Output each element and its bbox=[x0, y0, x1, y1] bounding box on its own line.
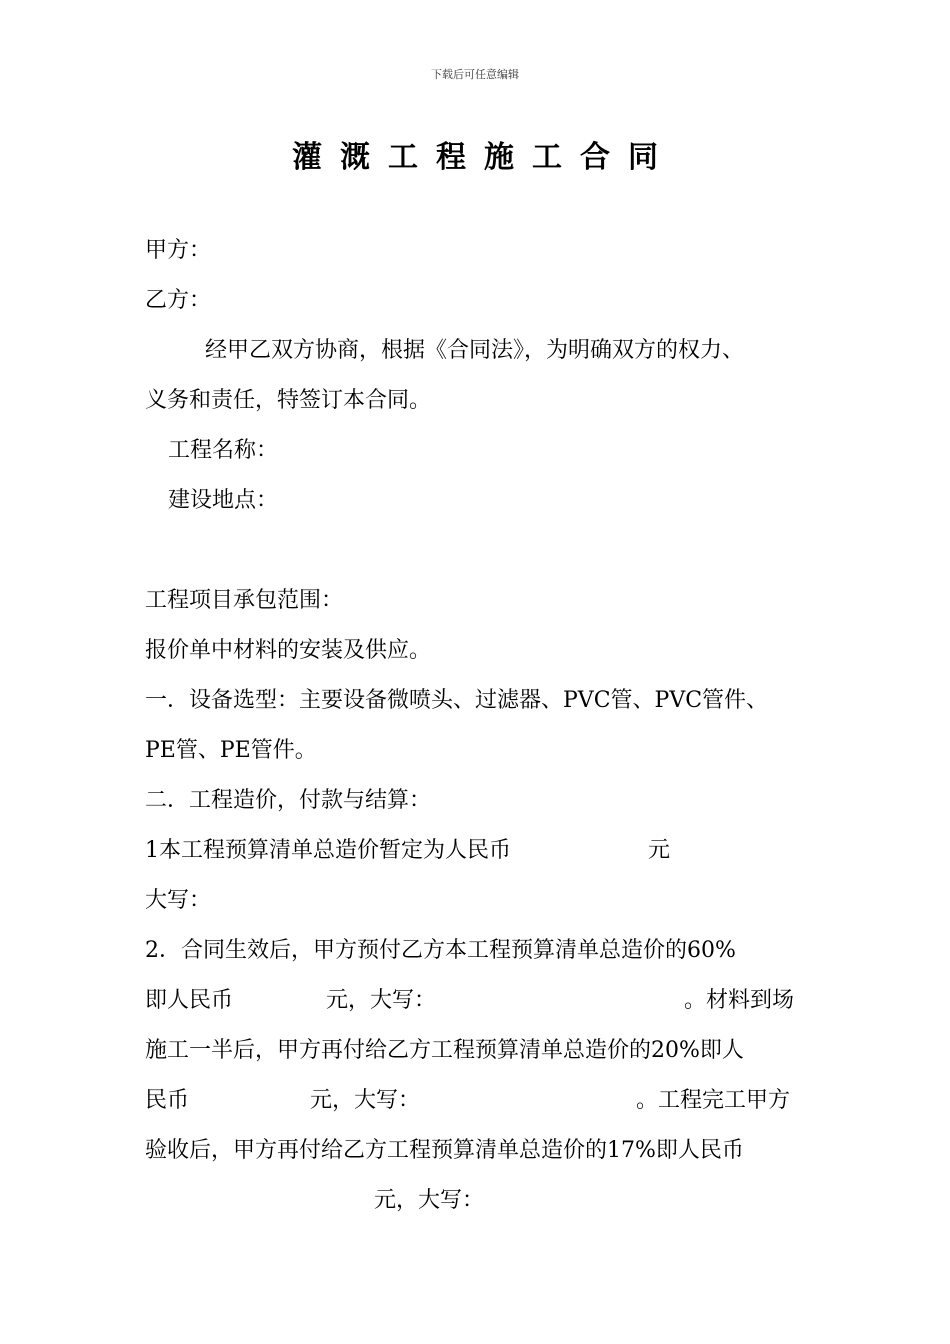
contract-title: 灌溉工程施工合同 bbox=[292, 140, 676, 175]
item-2-line-3: 施工一半后，甲方再付给乙方工程预算清单总造价的20%即人 bbox=[145, 1038, 744, 1063]
item-2-line-2b: 元，大写： bbox=[326, 988, 437, 1013]
party-b-label: 乙方： bbox=[145, 288, 212, 313]
item-2-line-4a: 民币 bbox=[145, 1088, 190, 1113]
item-2-line-4b: 元，大写： bbox=[310, 1088, 421, 1113]
item-1-capital-label: 大写： bbox=[145, 888, 212, 913]
item-2-line-2a: 即人民币 bbox=[145, 988, 234, 1013]
scope-text: 报价单中材料的安装及供应。 bbox=[145, 638, 432, 663]
header-note: 下载后可任意编辑 bbox=[431, 68, 519, 81]
section-1-line-2: PE管、PE管件。 bbox=[145, 738, 317, 763]
item-2-line-4c: 。工程完工甲方 bbox=[636, 1088, 791, 1113]
project-name-label: 工程名称： bbox=[168, 438, 279, 463]
section-2-heading: 二．工程造价，付款与结算： bbox=[145, 788, 432, 813]
item-2-line-5: 验收后，甲方再付给乙方工程预算清单总造价的17%即人民币 bbox=[145, 1138, 744, 1163]
item-2-line-6: 元，大写： bbox=[374, 1188, 485, 1213]
scope-label: 工程项目承包范围： bbox=[145, 588, 344, 613]
item-2-line-1: 2．合同生效后，甲方预付乙方本工程预算清单总造价的60% bbox=[145, 938, 736, 963]
item-1-text: 1本工程预算清单总造价暂定为人民币 bbox=[145, 838, 511, 863]
item-1-unit: 元 bbox=[648, 838, 671, 863]
party-a-label: 甲方： bbox=[145, 238, 212, 263]
item-2-line-2c: 。材料到场 bbox=[684, 988, 795, 1013]
construction-site-label: 建设地点： bbox=[168, 488, 279, 513]
preamble-line-2: 义务和责任，特签订本合同。 bbox=[145, 388, 432, 413]
section-1-line-1: 一．设备选型：主要设备微喷头、过滤器、PVC管、PVC管件、 bbox=[145, 688, 769, 713]
preamble-line-1: 经甲乙双方协商，根据《合同法》，为明确双方的权力、 bbox=[205, 338, 745, 363]
